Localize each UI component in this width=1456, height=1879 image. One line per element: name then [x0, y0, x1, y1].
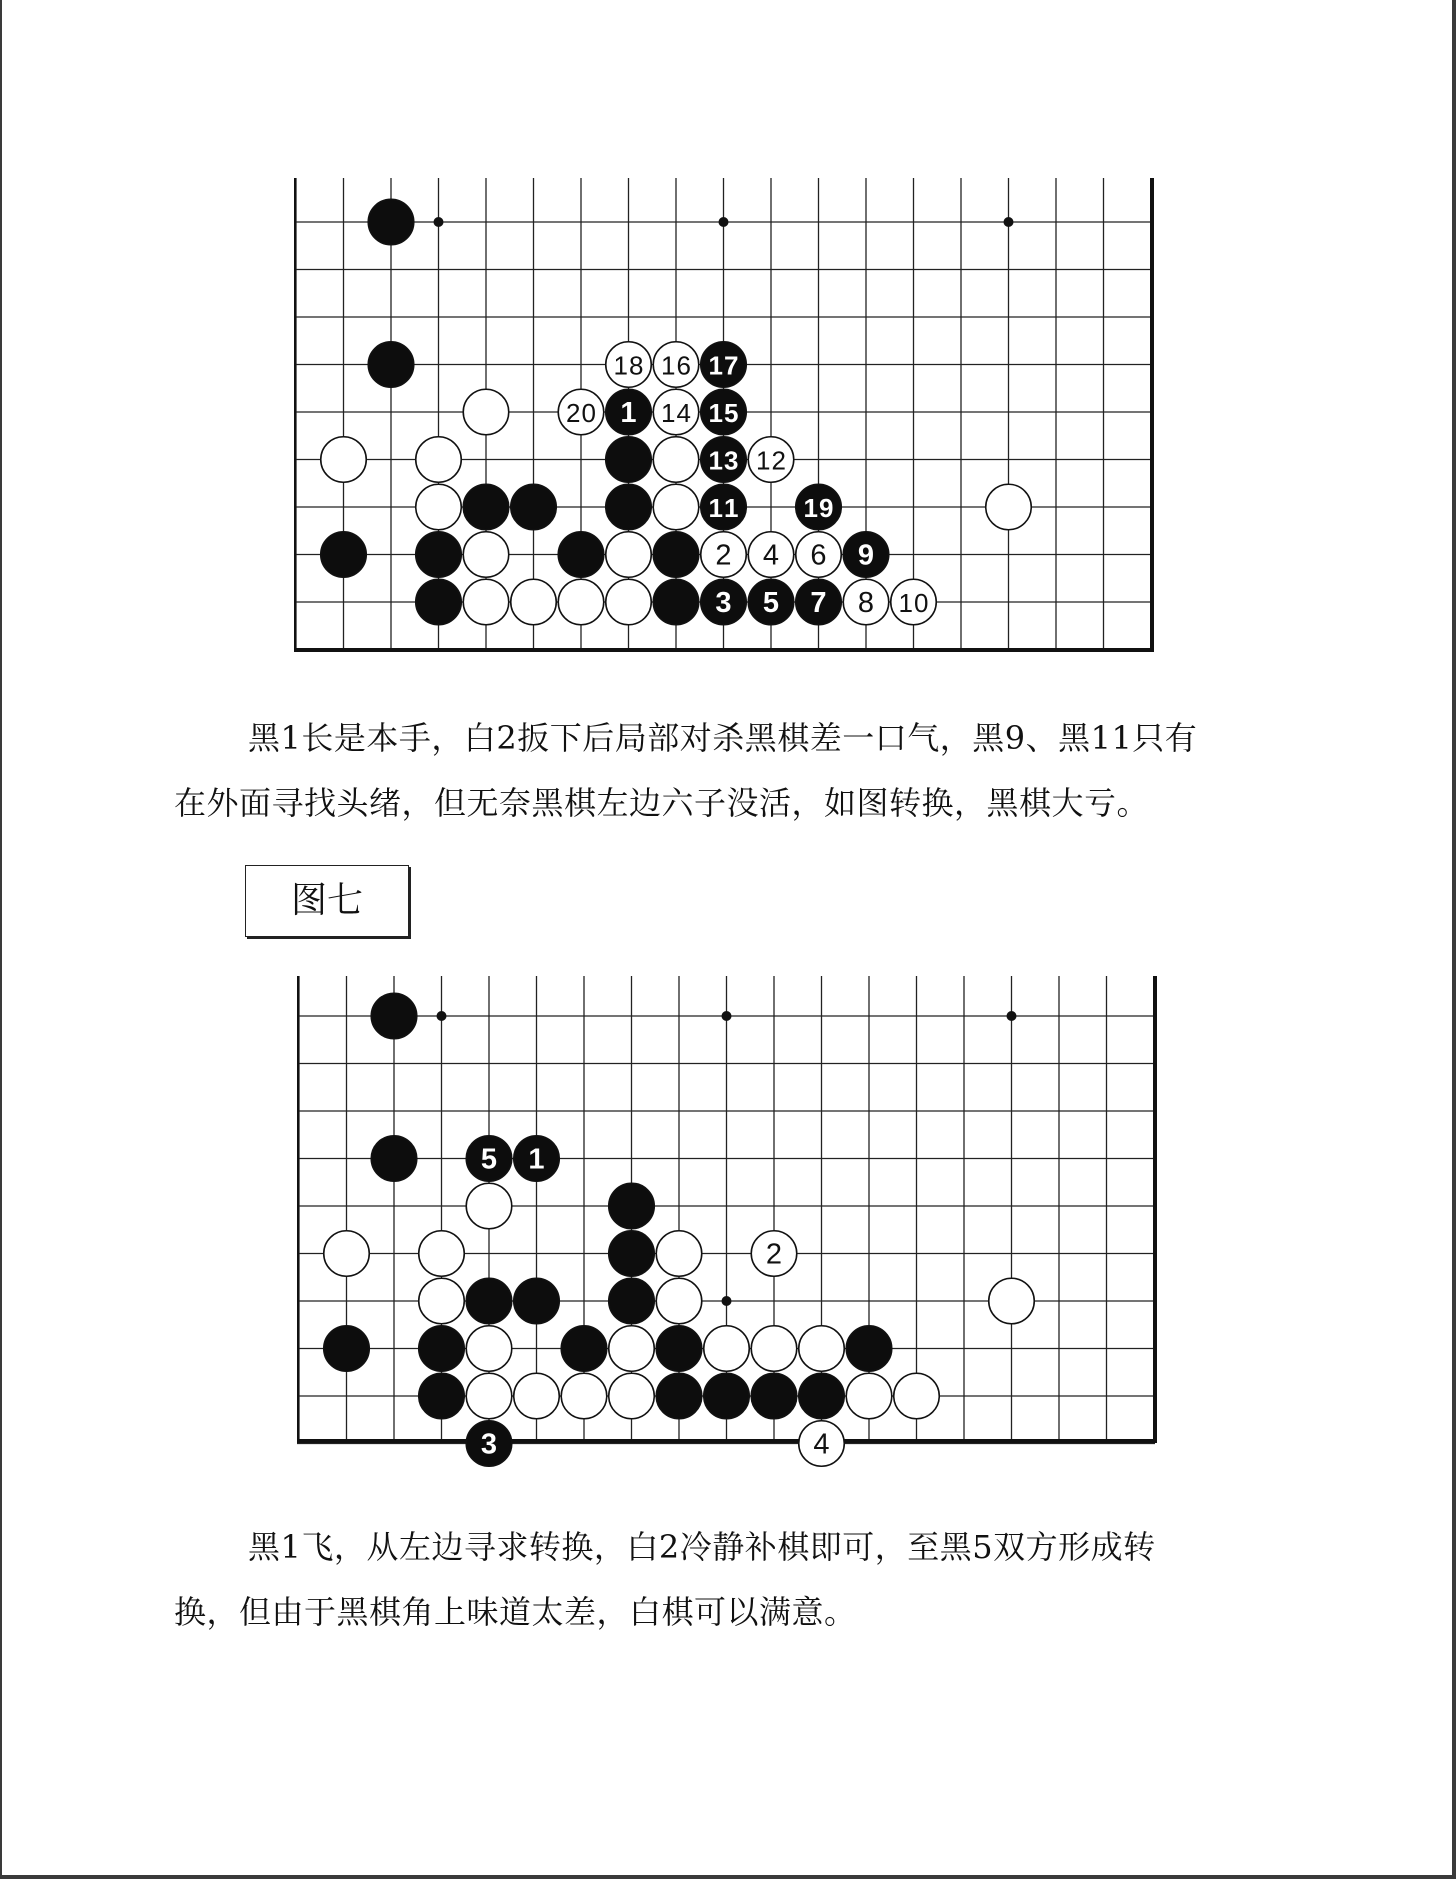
black-stone: [419, 1326, 465, 1372]
move-number: 20: [566, 398, 596, 428]
star-point: [722, 1011, 732, 1021]
move-number: 2: [765, 1238, 783, 1271]
black-stone: [606, 437, 652, 483]
black-stone: [704, 1373, 750, 1419]
move-number: 17: [708, 350, 739, 381]
black-stone: [606, 484, 652, 530]
black-stone: [609, 1278, 655, 1324]
black-stone: [514, 1278, 560, 1324]
move-number: 4: [762, 539, 780, 572]
white-stone: [894, 1373, 940, 1419]
black-stone: [751, 1373, 797, 1419]
white-stone: [653, 484, 699, 530]
move-number: 7: [810, 587, 827, 619]
black-stone: [416, 579, 462, 625]
white-stone: [609, 1326, 655, 1372]
black-stone: [368, 342, 414, 388]
white-stone: [463, 389, 509, 435]
figure-label: 图七: [245, 865, 409, 937]
star-point: [1007, 1011, 1017, 1021]
move-number: 11: [708, 493, 739, 523]
move-number: 6: [810, 539, 827, 572]
go-diagram-figure-7: [297, 976, 1165, 1482]
star-point: [722, 1296, 732, 1306]
move-number: 3: [480, 1428, 498, 1461]
commentary-paragraph-1: [174, 706, 1324, 836]
paragraph-2-line-2: 换，但由于黑棋角上味道太差，白棋可以满意。: [174, 1593, 857, 1631]
move-number: 12: [756, 445, 786, 476]
star-point: [437, 1011, 447, 1021]
black-stone: [419, 1373, 465, 1419]
white-stone: [799, 1326, 845, 1372]
white-stone: [561, 1373, 607, 1419]
go-diagram-previous: [294, 178, 1162, 662]
move-number: 9: [857, 539, 875, 572]
move-number: 3: [715, 587, 732, 619]
white-stone: [514, 1373, 560, 1419]
move-number: 13: [708, 445, 739, 476]
white-stone: [419, 1231, 465, 1277]
black-stone: [558, 532, 604, 578]
black-stone: [609, 1183, 655, 1229]
white-stone: [416, 484, 462, 530]
page: [2, 0, 1452, 1875]
white-stone: [986, 484, 1032, 530]
white-stone: [704, 1326, 750, 1372]
star-point: [1004, 217, 1014, 227]
black-stone: [324, 1326, 370, 1372]
white-stone: [466, 1326, 512, 1372]
move-number: 14: [661, 398, 691, 428]
white-stone: [324, 1231, 370, 1277]
commentary-paragraph-2: [174, 1515, 1324, 1645]
black-stone: [846, 1326, 892, 1372]
white-stone: [511, 579, 557, 625]
white-stone: [321, 437, 367, 483]
paragraph-2-line-1: 黑1飞，从左边寻求转换，白2冷静补棋即可，至黑5双方形成转: [248, 1528, 1156, 1566]
white-stone: [609, 1373, 655, 1419]
white-stone: [419, 1278, 465, 1324]
black-stone: [799, 1373, 845, 1419]
black-stone: [561, 1326, 607, 1372]
move-number: 1: [528, 1143, 545, 1176]
move-number: 8: [857, 587, 875, 619]
black-stone: [466, 1278, 512, 1324]
paragraph-1-line-1: 黑1长是本手，白2扳下后局部对杀黑棋差一口气，黑9、黑11只有: [248, 719, 1198, 757]
white-stone: [606, 579, 652, 625]
black-stone: [656, 1373, 702, 1419]
move-number: 18: [613, 350, 644, 381]
white-stone: [751, 1326, 797, 1372]
move-number: 5: [762, 587, 780, 619]
white-stone: [989, 1278, 1035, 1324]
white-stone: [466, 1373, 512, 1419]
white-stone: [463, 532, 509, 578]
white-stone: [463, 579, 509, 625]
move-number: 15: [708, 398, 739, 428]
black-stone: [511, 484, 557, 530]
star-point: [434, 217, 444, 227]
black-stone: [656, 1326, 702, 1372]
white-stone: [653, 437, 699, 483]
move-number: 10: [898, 588, 929, 618]
move-number: 19: [803, 493, 834, 523]
move-number: 2: [715, 539, 732, 572]
move-number: 4: [813, 1428, 830, 1461]
white-stone: [466, 1183, 512, 1229]
move-number: 1: [620, 397, 637, 429]
black-stone: [653, 532, 699, 578]
paragraph-1-line-2: 在外面寻找头绪，但无奈黑棋左边六子没活，如图转换，黑棋大亏。: [174, 784, 1150, 822]
move-number: 16: [661, 350, 691, 381]
black-stone: [416, 532, 462, 578]
black-stone: [321, 532, 367, 578]
white-stone: [846, 1373, 892, 1419]
move-number: 5: [480, 1143, 498, 1176]
black-stone: [371, 993, 417, 1039]
black-stone: [609, 1231, 655, 1277]
black-stone: [653, 579, 699, 625]
white-stone: [656, 1278, 702, 1324]
white-stone: [606, 532, 652, 578]
white-stone: [656, 1231, 702, 1277]
white-stone: [558, 579, 604, 625]
white-stone: [416, 437, 462, 483]
black-stone: [463, 484, 509, 530]
black-stone: [368, 199, 414, 245]
star-point: [719, 217, 729, 227]
black-stone: [371, 1136, 417, 1182]
